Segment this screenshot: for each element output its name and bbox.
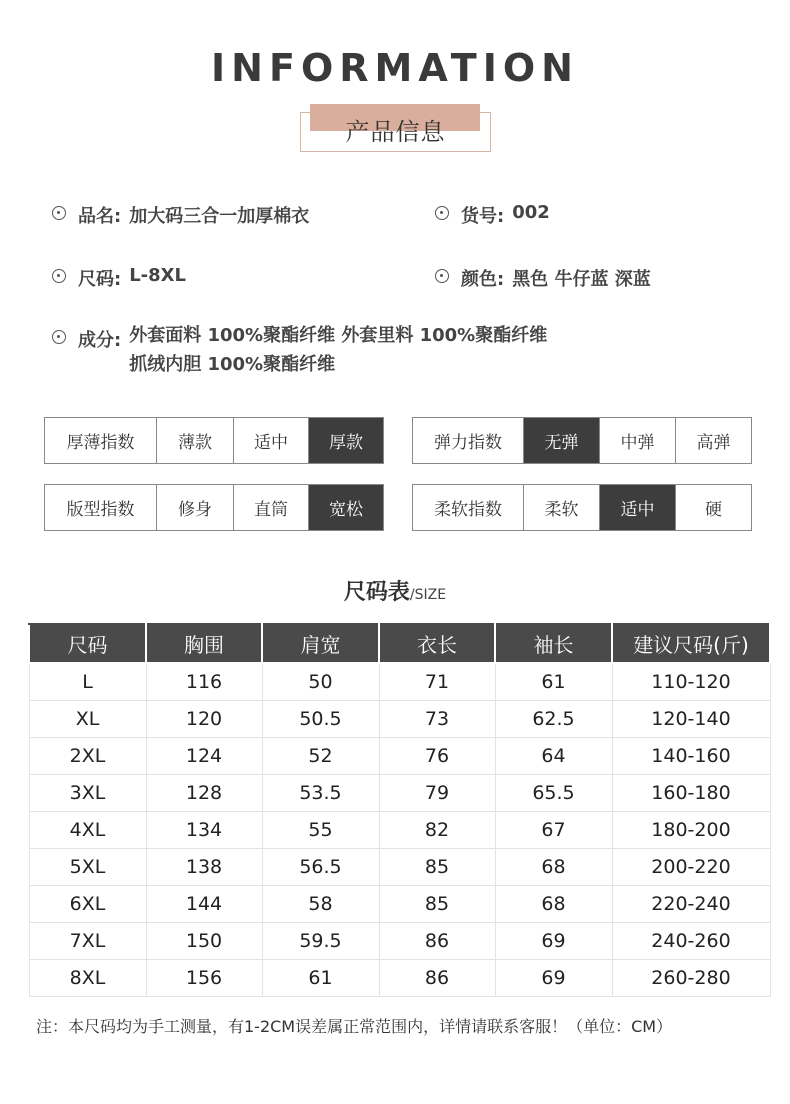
table-row (29, 922, 770, 959)
table-cell: 67 (495, 811, 612, 848)
info-label: 颜色: (461, 269, 505, 290)
table-cell: 150 (146, 922, 262, 959)
table-cell: 180-200 (612, 811, 770, 848)
scale-option: 直筒 (234, 485, 309, 530)
table-cell: 160-180 (612, 774, 770, 811)
table-cell: 2XL (29, 737, 146, 774)
info-value: 加大码三合一加厚棉衣 (129, 206, 310, 227)
info-label: 货号: (461, 206, 505, 227)
scale-option: 修身 (157, 485, 234, 530)
table-row (29, 959, 770, 996)
info-item-no (435, 202, 550, 228)
table-cell: 68 (495, 848, 612, 885)
header-cell: 胸围 (146, 624, 262, 663)
table-cell: 61 (495, 663, 612, 700)
table-cell: 65.5 (495, 774, 612, 811)
table-cell: 6XL (29, 885, 146, 922)
table-cell: 68 (495, 885, 612, 922)
scale-option: 柔软 (524, 485, 600, 530)
table-cell: 8XL (29, 959, 146, 996)
table-cell: 156 (146, 959, 262, 996)
composition-line: 外套面料 100%聚酯纤维 外套里料 100%聚酯纤维 (129, 325, 548, 346)
table-cell: 64 (495, 737, 612, 774)
table-cell: 4XL (29, 811, 146, 848)
info-label: 尺码: (78, 269, 122, 290)
table-cell: 144 (146, 885, 262, 922)
table-cell: 260-280 (612, 959, 770, 996)
scale-option: 适中 (234, 418, 309, 463)
bullet-icon (435, 206, 449, 220)
header-cell: 衣长 (379, 624, 495, 663)
table-cell: 120 (146, 700, 262, 737)
header-cell: 建议尺码(斤) (612, 624, 770, 663)
info-value: L-8XL (129, 265, 187, 286)
subtitle-text: 产品信息 (345, 118, 446, 146)
scale-thickness (44, 417, 384, 464)
table-row (29, 737, 770, 774)
info-size (52, 265, 186, 291)
table-row (29, 774, 770, 811)
table-cell: 59.5 (262, 922, 379, 959)
size-table-header (29, 624, 770, 663)
table-cell: 55 (262, 811, 379, 848)
scale-option: 高弹 (676, 418, 751, 463)
subtitle-badge (300, 104, 491, 152)
header-cell: 尺码 (29, 624, 146, 663)
table-cell: 73 (379, 700, 495, 737)
table-cell: 76 (379, 737, 495, 774)
table-cell: 124 (146, 737, 262, 774)
table-row (29, 811, 770, 848)
bullet-icon (435, 269, 449, 283)
table-cell: 116 (146, 663, 262, 700)
table-cell: L (29, 663, 146, 700)
table-cell: 50.5 (262, 700, 379, 737)
table-cell: 71 (379, 663, 495, 700)
table-cell: 120-140 (612, 700, 770, 737)
table-cell: 85 (379, 885, 495, 922)
size-chart-title-cn: 尺码表 (343, 580, 410, 605)
size-chart-title-en: /SIZE (409, 587, 447, 603)
table-cell: 3XL (29, 774, 146, 811)
composition-lines (129, 321, 547, 379)
info-value: 黑色 牛仔蓝 深蓝 (512, 269, 651, 290)
size-table (28, 623, 771, 997)
page-title: INFORMATION (211, 46, 579, 90)
table-cell: 240-260 (612, 922, 770, 959)
scale-softness (412, 484, 752, 531)
table-cell: 200-220 (612, 848, 770, 885)
scale-option: 硬 (676, 485, 751, 530)
scale-option: 薄款 (157, 418, 234, 463)
table-cell: 52 (262, 737, 379, 774)
table-cell: 220-240 (612, 885, 770, 922)
table-cell: 110-120 (612, 663, 770, 700)
scale-option: 中弹 (600, 418, 676, 463)
table-cell: 86 (379, 922, 495, 959)
table-cell: 69 (495, 959, 612, 996)
table-cell: 138 (146, 848, 262, 885)
scale-label: 弹力指数 (413, 418, 524, 463)
header-cell: 肩宽 (262, 624, 379, 663)
table-cell: 86 (379, 959, 495, 996)
scale-label: 版型指数 (45, 485, 157, 530)
table-cell: 82 (379, 811, 495, 848)
info-label: 品名: (78, 206, 122, 227)
table-row (29, 885, 770, 922)
scale-label: 厚薄指数 (45, 418, 157, 463)
header-cell: 袖长 (495, 624, 612, 663)
table-cell: 128 (146, 774, 262, 811)
table-cell: 61 (262, 959, 379, 996)
table-cell: 50 (262, 663, 379, 700)
table-cell: 69 (495, 922, 612, 959)
scale-option-selected: 适中 (600, 485, 676, 530)
measurement-note: 注：本尺码均为手工测量，有1-2CM误差属正常范围内，详情请联系客服！（单位：CM） (36, 1017, 673, 1036)
table-cell: 85 (379, 848, 495, 885)
info-value: 002 (512, 202, 550, 223)
scale-label: 柔软指数 (413, 485, 524, 530)
table-cell: 5XL (29, 848, 146, 885)
table-row (29, 663, 770, 700)
scale-elasticity (412, 417, 752, 464)
scale-fit (44, 484, 384, 531)
scale-option-selected: 厚款 (309, 418, 383, 463)
table-row (29, 848, 770, 885)
info-color (435, 265, 651, 291)
table-cell: 140-160 (612, 737, 770, 774)
composition-line: 抓绒内胆 100%聚酯纤维 (129, 354, 336, 375)
size-chart-title (0, 575, 790, 606)
scale-option-selected: 宽松 (309, 485, 383, 530)
bullet-icon (52, 330, 66, 344)
info-composition (52, 326, 547, 379)
table-cell: XL (29, 700, 146, 737)
table-cell: 62.5 (495, 700, 612, 737)
bullet-icon (52, 269, 66, 283)
bullet-icon (52, 206, 66, 220)
scale-option-selected: 无弹 (524, 418, 600, 463)
table-cell: 58 (262, 885, 379, 922)
table-cell: 56.5 (262, 848, 379, 885)
table-cell: 134 (146, 811, 262, 848)
table-cell: 7XL (29, 922, 146, 959)
table-cell: 53.5 (262, 774, 379, 811)
info-label: 成分: (78, 330, 122, 351)
table-cell: 79 (379, 774, 495, 811)
info-product-name (52, 202, 309, 228)
table-row (29, 700, 770, 737)
